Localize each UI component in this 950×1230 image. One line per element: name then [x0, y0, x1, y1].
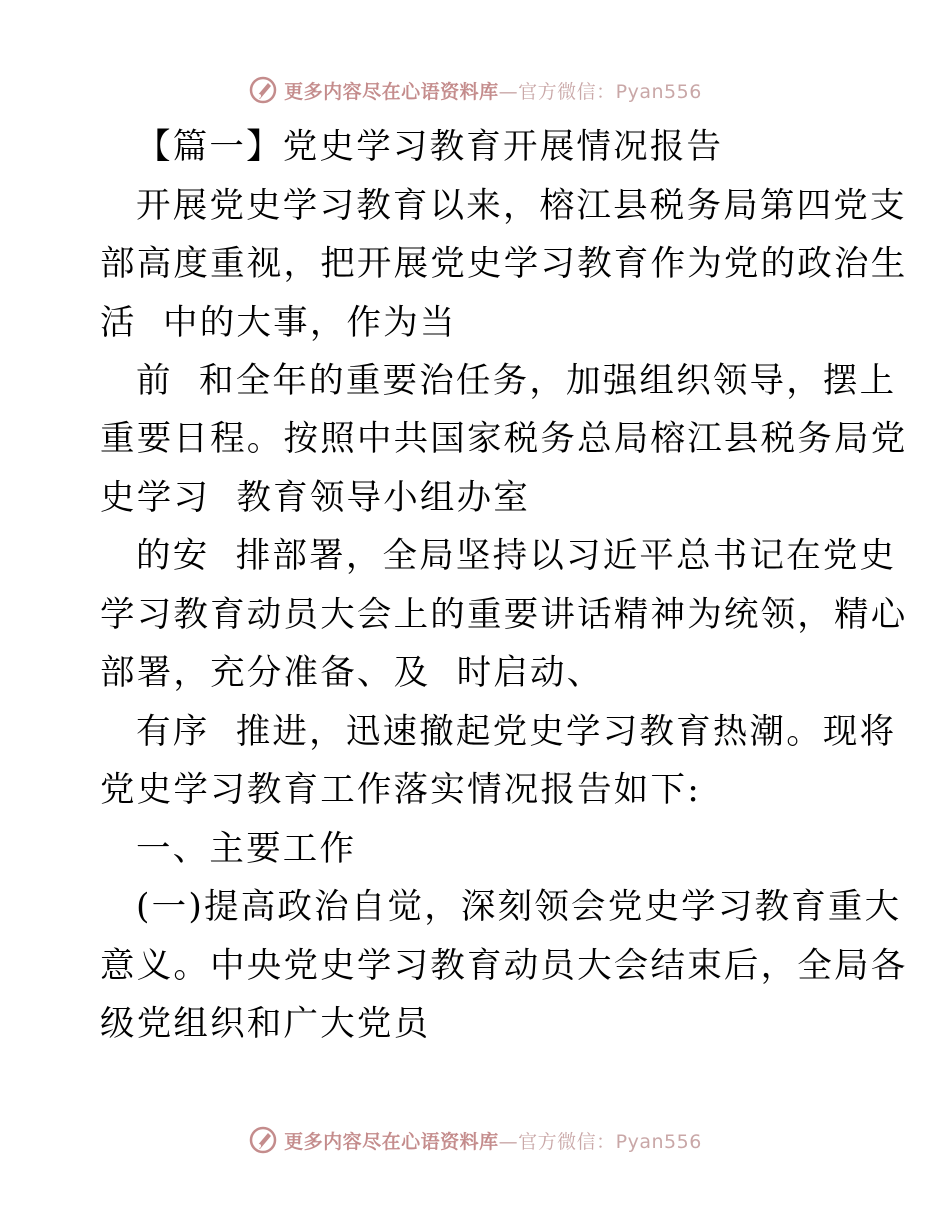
paragraph-line: 活 中的大事，作为当: [100, 303, 457, 343]
paragraph-line: 重要日程。按照中共国家税务总局榕江县税务局党: [100, 419, 908, 459]
watermark-brand: 更多内容尽在心语资料库: [284, 1130, 499, 1153]
paragraph-line: 有序 推进，迅速撤起党史学习教育热潮。现将: [136, 712, 897, 752]
paragraph-line: 党史学习教育工作落实情况报告如下:: [100, 770, 702, 810]
paragraph-line: 开展党史学习教育以来，榕江县税务局第四党支: [136, 186, 907, 226]
document-heading: 【篇一】党史学习教育开展情况报告: [136, 127, 724, 167]
watermark-footer: [0, 1120, 950, 1160]
pen-circle-logo-icon: [248, 1125, 278, 1155]
paragraph-line: 部高度重视，把开展党史学习教育作为党的政治生: [100, 244, 908, 284]
paragraph-line: 前 和全年的重要治任务，加强组织领导，摆上: [136, 361, 897, 401]
watermark-contact: —官方微信：Pyan556: [498, 80, 702, 103]
section-heading: 一、主要工作: [136, 829, 357, 869]
paragraph-line: 史学习 教育领导小组办室: [100, 478, 531, 518]
paragraph-line: 级党组织和广大党员: [100, 1004, 431, 1044]
paragraph-line: 的安 排部署，全局坚持以习近平总书记在党史: [136, 536, 897, 576]
paragraph-line: (一)提高政治自觉，深刻领会党史学习教育重大: [136, 887, 902, 927]
paragraph-line: 部署，充分准备、及 时启动、: [100, 653, 604, 693]
paragraph-line: 意义。中央党史学习教育动员大会结束后，全局各: [100, 946, 908, 986]
paragraph-line: 学习教育动员大会上的重要讲话精神为统领，精心: [100, 595, 908, 635]
watermark-header: [0, 70, 950, 110]
watermark-brand: 更多内容尽在心语资料库: [284, 80, 499, 103]
pen-circle-logo-icon: [248, 75, 278, 105]
watermark-contact: —官方微信：Pyan556: [498, 1130, 702, 1153]
